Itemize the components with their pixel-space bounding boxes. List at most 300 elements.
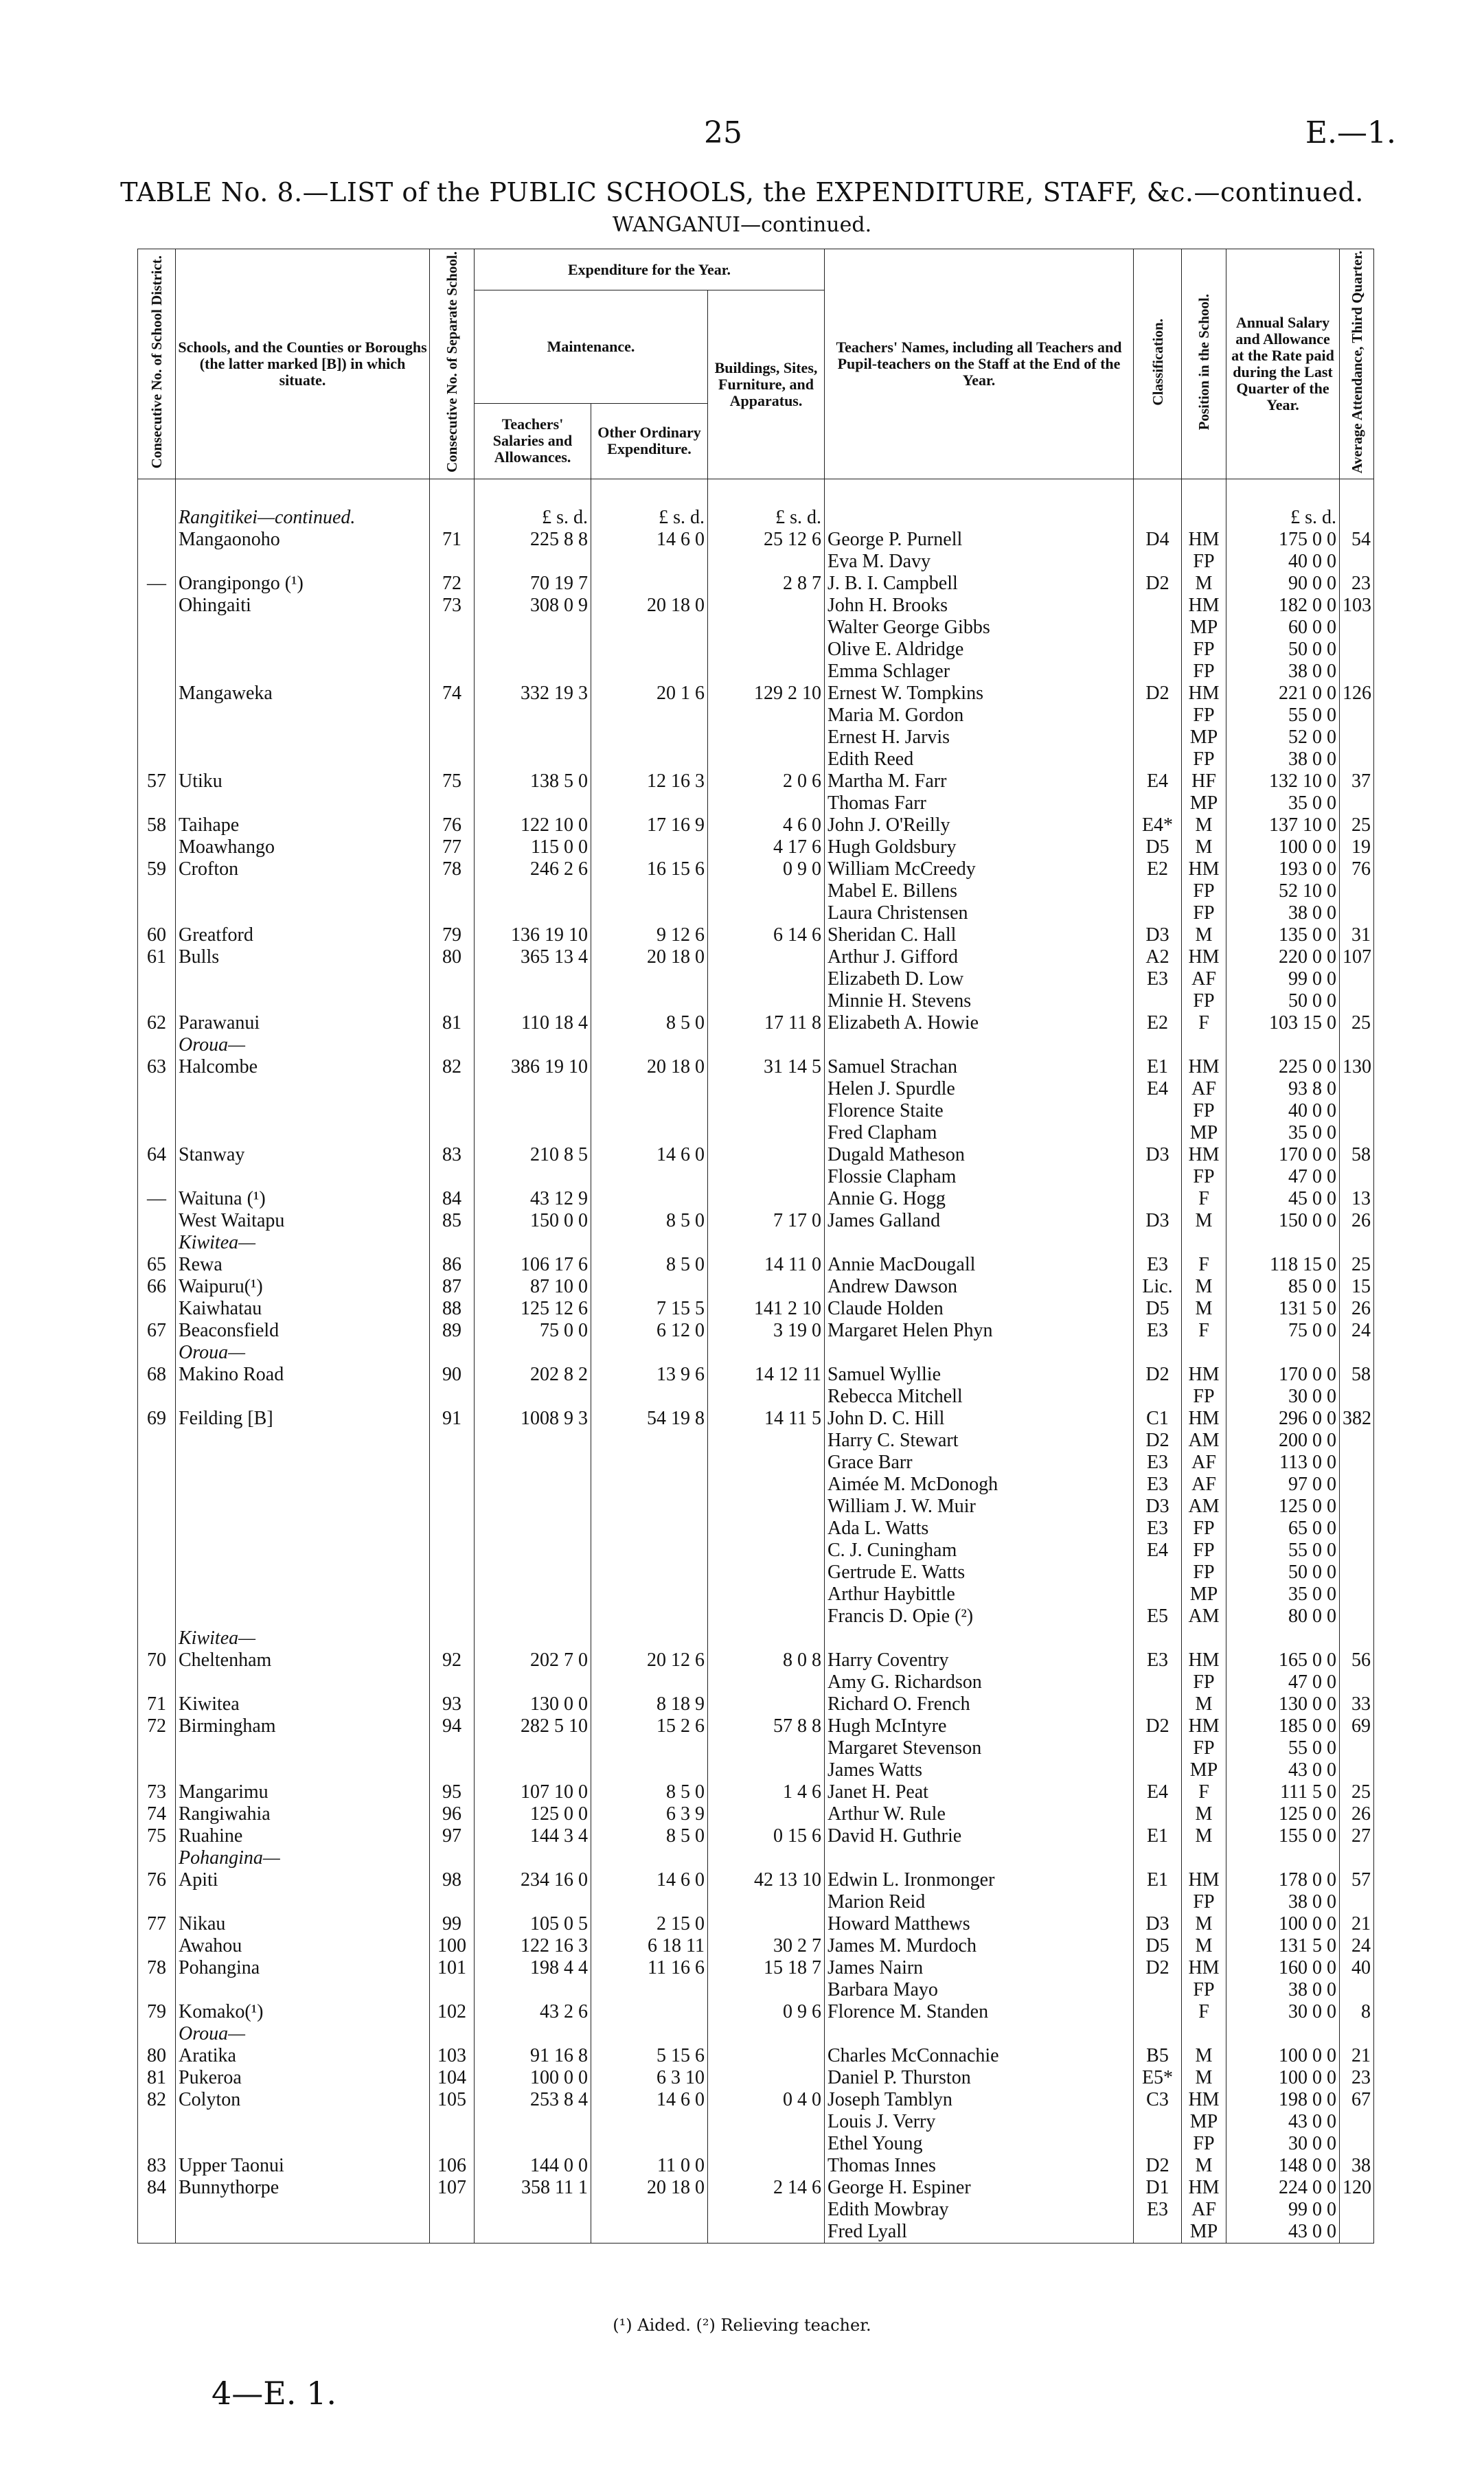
cell-salary: 170 0 0 [1226, 1144, 1340, 1166]
table-row [138, 1957, 1374, 1979]
cell-school-no [430, 1100, 475, 1122]
cell-buildings [708, 1232, 825, 1254]
cell-classification: E3 [1134, 1452, 1182, 1474]
cell-teacher: Edith Reed [825, 749, 1134, 770]
cell-classification: D1 [1134, 2177, 1182, 2199]
cell-salary: 45 0 0 [1226, 1188, 1340, 1210]
cell-other [591, 1562, 708, 1584]
cell-salaries [475, 1034, 591, 1056]
cell-teacher: John J. O'Reilly [825, 814, 1134, 836]
cell-school-no [430, 1737, 475, 1759]
cell-district-no [138, 968, 176, 990]
cell-school: Ruahine [176, 1825, 430, 1847]
cell-school: Komako(¹) [176, 2001, 430, 2023]
table-row [138, 1188, 1374, 1210]
cell-school: Rewa [176, 1254, 430, 1276]
cell-teacher: Thomas Innes [825, 2155, 1134, 2177]
cell-position: FP [1182, 1166, 1226, 1188]
cell-salary: 185 0 0 [1226, 1715, 1340, 1737]
cell-position: M [1182, 1825, 1226, 1847]
header-buildings: Buildings, Sites, Furniture, and Apparatus. [708, 290, 825, 479]
cell-salaries: 234 16 0 [475, 1869, 591, 1891]
cell-school [176, 727, 430, 749]
table-row [138, 946, 1374, 968]
cell-teacher: Aimée M. McDonogh [825, 1474, 1134, 1496]
cell-school-no [430, 2133, 475, 2155]
cell-school-no [430, 792, 475, 814]
cell-school: Kaiwhatau [176, 1298, 430, 1320]
cell-buildings [708, 990, 825, 1012]
cell-attendance: 31 [1340, 924, 1374, 946]
cell-salaries [475, 1979, 591, 2001]
table-row [138, 639, 1374, 661]
cell-teacher: Janet H. Peat [825, 1781, 1134, 1803]
cell-position: HM [1182, 1408, 1226, 1430]
cell-school-no: 78 [430, 858, 475, 880]
cell-attendance [1340, 1737, 1374, 1759]
cell-attendance [1340, 1518, 1374, 1540]
cell-buildings: 42 13 10 [708, 1869, 825, 1891]
table-row [138, 1606, 1374, 1628]
cell-position [1182, 1232, 1226, 1254]
cell-classification [1134, 1628, 1182, 1649]
cell-school: Waituna (¹) [176, 1188, 430, 1210]
cell-attendance: 54 [1340, 529, 1374, 551]
cell-district-no [138, 990, 176, 1012]
cell-salary: 55 0 0 [1226, 1540, 1340, 1562]
cell-other [591, 1496, 708, 1518]
cell-teacher: Mabel E. Billens [825, 880, 1134, 902]
cell-school: Nikau [176, 1913, 430, 1935]
cell-teacher: Elizabeth A. Howie [825, 1012, 1134, 1034]
cell-teacher: Walter George Gibbs [825, 617, 1134, 639]
cell-position: MP [1182, 792, 1226, 814]
cell-school [176, 902, 430, 924]
table-row [138, 1364, 1374, 1386]
cell-salaries: 253 8 4 [475, 2089, 591, 2111]
cell-classification [1134, 551, 1182, 573]
cell-position: HM [1182, 2177, 1226, 2199]
cell-district-no: 80 [138, 2045, 176, 2067]
cell-salaries [475, 1122, 591, 1144]
cell-salary: 137 10 0 [1226, 814, 1340, 836]
cell-other [591, 1430, 708, 1452]
cell-school-no: 96 [430, 1803, 475, 1825]
cell-district-no [138, 1430, 176, 1452]
cell-other [591, 968, 708, 990]
cell-attendance: 8 [1340, 2001, 1374, 2023]
cell-other: 8 5 0 [591, 1825, 708, 1847]
cell-salaries [475, 2111, 591, 2133]
cell-salaries [475, 1386, 591, 1408]
cell-school-no: 100 [430, 1935, 475, 1957]
cell-salaries [475, 880, 591, 902]
cell-teacher: Hugh Goldsbury [825, 836, 1134, 858]
cell-buildings [708, 1803, 825, 1825]
cell-salary: 35 0 0 [1226, 792, 1340, 814]
cell-school-no [430, 705, 475, 727]
cell-school-no: 72 [430, 573, 475, 595]
cell-district-no [138, 551, 176, 573]
cell-district-no [138, 1737, 176, 1759]
cell-attendance: 25 [1340, 1781, 1374, 1803]
cell-school-no [430, 2199, 475, 2221]
table-row [138, 727, 1374, 749]
cell-attendance [1340, 1671, 1374, 1693]
cell-position: M [1182, 2155, 1226, 2177]
cell-classification: E2 [1134, 858, 1182, 880]
cell-classification [1134, 1188, 1182, 1210]
cell-other: 20 18 0 [591, 1056, 708, 1078]
table-row [138, 1891, 1374, 1913]
table-row [138, 1540, 1374, 1562]
cell-salaries [475, 1232, 591, 1254]
cell-teacher: Ernest W. Tompkins [825, 683, 1134, 705]
cell-salaries [475, 1078, 591, 1100]
cell-district-no [138, 1166, 176, 1188]
cell-attendance [1340, 1496, 1374, 1518]
cell-buildings [708, 1144, 825, 1166]
cell-buildings: 30 2 7 [708, 1935, 825, 1957]
table-row [138, 1671, 1374, 1693]
cell-district-no: 77 [138, 1913, 176, 1935]
cell-school-no: 76 [430, 814, 475, 836]
table-row [138, 1100, 1374, 1122]
table-body [138, 479, 1374, 2243]
cell-buildings [708, 1078, 825, 1100]
cell-attendance [1340, 1166, 1374, 1188]
cell-salaries [475, 1342, 591, 1364]
header-district-no: Consecutive No. of School District. [138, 249, 176, 479]
cell-other [591, 727, 708, 749]
cell-salaries: 87 10 0 [475, 1276, 591, 1298]
cell-position [1182, 1034, 1226, 1056]
cell-school: Kiwitea [176, 1693, 430, 1715]
cell-attendance [1340, 1386, 1374, 1408]
cell-school-no: 104 [430, 2067, 475, 2089]
cell-attendance: 69 [1340, 1715, 1374, 1737]
cell-salary: 182 0 0 [1226, 595, 1340, 617]
cell-buildings: 31 14 5 [708, 1056, 825, 1078]
cell-classification [1134, 1034, 1182, 1056]
table-subtitle: WANGANUI—continued. [612, 213, 872, 237]
cell-salary: 150 0 0 [1226, 1210, 1340, 1232]
cell-other [591, 2001, 708, 2023]
cell-other [591, 1474, 708, 1496]
cell-classification [1134, 705, 1182, 727]
cell-buildings [708, 880, 825, 902]
cell-attendance: 13 [1340, 1188, 1374, 1210]
cell-other: 8 5 0 [591, 1210, 708, 1232]
cell-other [591, 1606, 708, 1628]
cell-district-no: 75 [138, 1825, 176, 1847]
cell-classification [1134, 1759, 1182, 1781]
cell-other: 8 5 0 [591, 1012, 708, 1034]
cell-other: 7 15 5 [591, 1298, 708, 1320]
cell-position: F [1182, 1781, 1226, 1803]
cell-salary: 193 0 0 [1226, 858, 1340, 880]
cell-buildings [708, 1913, 825, 1935]
cell-position: HM [1182, 1957, 1226, 1979]
table-row [138, 836, 1374, 858]
cell-salaries [475, 661, 591, 683]
cell-school: Awahou [176, 1935, 430, 1957]
cell-teacher: David H. Guthrie [825, 1825, 1134, 1847]
cell-position: FP [1182, 1891, 1226, 1913]
table-row [138, 573, 1374, 595]
cell-school-no: 105 [430, 2089, 475, 2111]
cell-salary: 100 0 0 [1226, 2045, 1340, 2067]
cell-buildings: 2 14 6 [708, 2177, 825, 2199]
cell-attendance: 107 [1340, 946, 1374, 968]
cell-district-no: 67 [138, 1320, 176, 1342]
cell-buildings: 4 17 6 [708, 836, 825, 858]
cell-school-no [430, 1562, 475, 1584]
cell-salary: 198 0 0 [1226, 2089, 1340, 2111]
cell-salaries: 136 19 10 [475, 924, 591, 946]
cell-salary: 135 0 0 [1226, 924, 1340, 946]
cell-salary: 43 0 0 [1226, 2221, 1340, 2244]
cell-school-no: 90 [430, 1364, 475, 1386]
schools-table [137, 249, 1374, 2244]
cell-buildings: 17 11 8 [708, 1012, 825, 1034]
cell-salary: 75 0 0 [1226, 1320, 1340, 1342]
cell-attendance [1340, 1891, 1374, 1913]
cell-district-no: 62 [138, 1012, 176, 1034]
cell-salary: 43 0 0 [1226, 1759, 1340, 1781]
cell-buildings [708, 551, 825, 573]
table-row [138, 1737, 1374, 1759]
cell-attendance: 24 [1340, 1320, 1374, 1342]
cell-school [176, 705, 430, 727]
cell-school-no [430, 1386, 475, 1408]
cell-district-no [138, 479, 176, 529]
cell-position: FP [1182, 1386, 1226, 1408]
cell-teacher: Margaret Stevenson [825, 1737, 1134, 1759]
cell-school-no [430, 1847, 475, 1869]
cell-teacher: James Nairn [825, 1957, 1134, 1979]
cell-school-no [430, 661, 475, 683]
cell-salaries: 110 18 4 [475, 1012, 591, 1034]
cell-school-no: 79 [430, 924, 475, 946]
cell-district-no [138, 1935, 176, 1957]
cell-district-no [138, 836, 176, 858]
table-row [138, 1320, 1374, 1342]
cell-attendance [1340, 1540, 1374, 1562]
cell-school-no [430, 2111, 475, 2133]
cell-salaries: 1008 9 3 [475, 1408, 591, 1430]
cell-school: Rangitikei—continued. [176, 479, 430, 529]
cell-position: F [1182, 1254, 1226, 1276]
cell-attendance [1340, 1342, 1374, 1364]
cell-school-no: 87 [430, 1276, 475, 1298]
cell-classification: E1 [1134, 1825, 1182, 1847]
cell-district-no: 66 [138, 1276, 176, 1298]
cell-salary: 100 0 0 [1226, 836, 1340, 858]
cell-classification: D5 [1134, 1935, 1182, 1957]
table-row [138, 2111, 1374, 2133]
cell-salary [1226, 1847, 1340, 1869]
cell-school-no [430, 902, 475, 924]
cell-attendance: 24 [1340, 1935, 1374, 1957]
cell-buildings [708, 639, 825, 661]
cell-other [591, 2133, 708, 2155]
cell-position: M [1182, 1913, 1226, 1935]
cell-classification: E4 [1134, 770, 1182, 792]
cell-attendance: 382 [1340, 1408, 1374, 1430]
cell-school-no: 86 [430, 1254, 475, 1276]
cell-teacher: Ernest H. Jarvis [825, 727, 1134, 749]
cell-teacher: George P. Purnell [825, 529, 1134, 551]
cell-salaries [475, 1166, 591, 1188]
cell-salary: 221 0 0 [1226, 683, 1340, 705]
cell-buildings [708, 1430, 825, 1452]
table-row [138, 990, 1374, 1012]
cell-salary: 178 0 0 [1226, 1869, 1340, 1891]
table-row [138, 1693, 1374, 1715]
cell-other: 16 15 6 [591, 858, 708, 880]
cell-district-no [138, 1562, 176, 1584]
cell-salaries: 358 11 1 [475, 2177, 591, 2199]
cell-salary: 200 0 0 [1226, 1430, 1340, 1452]
cell-salaries: 282 5 10 [475, 1715, 591, 1737]
cell-school: Mangaweka [176, 683, 430, 705]
cell-salary: 148 0 0 [1226, 2155, 1340, 2177]
cell-school [176, 2221, 430, 2244]
cell-school-no: 84 [430, 1188, 475, 1210]
cell-classification: E3 [1134, 1474, 1182, 1496]
cell-district-no [138, 1100, 176, 1122]
table-row [138, 1496, 1374, 1518]
cell-teacher: Ethel Young [825, 2133, 1134, 2155]
cell-other [591, 573, 708, 595]
cell-school: Oroua— [176, 1342, 430, 1364]
cell-attendance [1340, 749, 1374, 770]
cell-school-no [430, 617, 475, 639]
cell-position [1182, 1342, 1226, 1364]
cell-other [591, 639, 708, 661]
table-row [138, 2155, 1374, 2177]
header-attendance: Average Attendance, Third Quarter. [1340, 249, 1374, 479]
cell-attendance [1340, 1584, 1374, 1606]
table-row [138, 749, 1374, 770]
cell-school: Parawanui [176, 1012, 430, 1034]
cell-school: Pohangina [176, 1957, 430, 1979]
cell-attendance [1340, 792, 1374, 814]
cell-attendance [1340, 1430, 1374, 1452]
cell-teacher [825, 1232, 1134, 1254]
cell-attendance [1340, 968, 1374, 990]
cell-school-no: 99 [430, 1913, 475, 1935]
cell-other [591, 705, 708, 727]
cell-position: HM [1182, 1715, 1226, 1737]
cell-school-no [430, 1671, 475, 1693]
cell-classification [1134, 727, 1182, 749]
cell-teacher: William McCreedy [825, 858, 1134, 880]
cell-salary: 97 0 0 [1226, 1474, 1340, 1496]
cell-attendance: 120 [1340, 2177, 1374, 2199]
table-row [138, 1518, 1374, 1540]
cell-salaries [475, 1584, 591, 1606]
cell-other [591, 1671, 708, 1693]
cell-salary: 30 0 0 [1226, 1386, 1340, 1408]
cell-other: 6 18 11 [591, 1935, 708, 1957]
cell-classification: E3 [1134, 1254, 1182, 1276]
cell-school [176, 551, 430, 573]
cell-other [591, 2111, 708, 2133]
cell-classification: D2 [1134, 683, 1182, 705]
cell-salary [1226, 1342, 1340, 1364]
cell-attendance: 21 [1340, 2045, 1374, 2067]
cell-classification: E4 [1134, 1078, 1182, 1100]
table-row [138, 2001, 1374, 2023]
cell-buildings [708, 705, 825, 727]
cell-buildings: 2 0 6 [708, 770, 825, 792]
table-row [138, 2023, 1374, 2045]
cell-district-no [138, 1540, 176, 1562]
cell-position: M [1182, 1935, 1226, 1957]
cell-salary [1226, 2023, 1340, 2045]
cell-salary: 170 0 0 [1226, 1364, 1340, 1386]
cell-buildings [708, 617, 825, 639]
cell-buildings: 0 15 6 [708, 1825, 825, 1847]
cell-attendance: 58 [1340, 1144, 1374, 1166]
cell-teacher: Daniel P. Thurston [825, 2067, 1134, 2089]
cell-district-no [138, 1584, 176, 1606]
header-other: Other Ordinary Expenditure. [591, 403, 708, 479]
cell-school [176, 2199, 430, 2221]
cell-buildings [708, 968, 825, 990]
cell-school [176, 990, 430, 1012]
cell-school: Utiku [176, 770, 430, 792]
cell-school-no: 74 [430, 683, 475, 705]
cell-salary: 93 8 0 [1226, 1078, 1340, 1100]
cell-school-no [430, 1606, 475, 1628]
cell-buildings [708, 1737, 825, 1759]
cell-district-no [138, 2221, 176, 2244]
cell-classification: E3 [1134, 1518, 1182, 1540]
cell-buildings [708, 1562, 825, 1584]
cell-salaries [475, 1474, 591, 1496]
cell-buildings: 14 12 11 [708, 1364, 825, 1386]
cell-salaries: 130 0 0 [475, 1693, 591, 1715]
cell-classification [1134, 1584, 1182, 1606]
cell-other [591, 749, 708, 770]
cell-salaries [475, 2133, 591, 2155]
cell-position: HM [1182, 946, 1226, 968]
cell-attendance [1340, 1078, 1374, 1100]
cell-salaries [475, 551, 591, 573]
table-row [138, 2221, 1374, 2244]
cell-classification: E3 [1134, 968, 1182, 990]
cell-school-no: 107 [430, 2177, 475, 2199]
cell-attendance: 58 [1340, 1364, 1374, 1386]
cell-school-no [430, 1584, 475, 1606]
cell-school [176, 1100, 430, 1122]
cell-other [591, 1078, 708, 1100]
cell-position: HM [1182, 1144, 1226, 1166]
cell-other: 8 18 9 [591, 1693, 708, 1715]
cell-teacher [825, 2023, 1134, 2045]
cell-classification [1134, 902, 1182, 924]
cell-other [591, 1584, 708, 1606]
cell-attendance [1340, 727, 1374, 749]
cell-school [176, 1166, 430, 1188]
cell-position [1182, 2023, 1226, 2045]
cell-buildings [708, 2111, 825, 2133]
header-position: Position in the School. [1182, 249, 1226, 479]
cell-attendance: 23 [1340, 2067, 1374, 2089]
